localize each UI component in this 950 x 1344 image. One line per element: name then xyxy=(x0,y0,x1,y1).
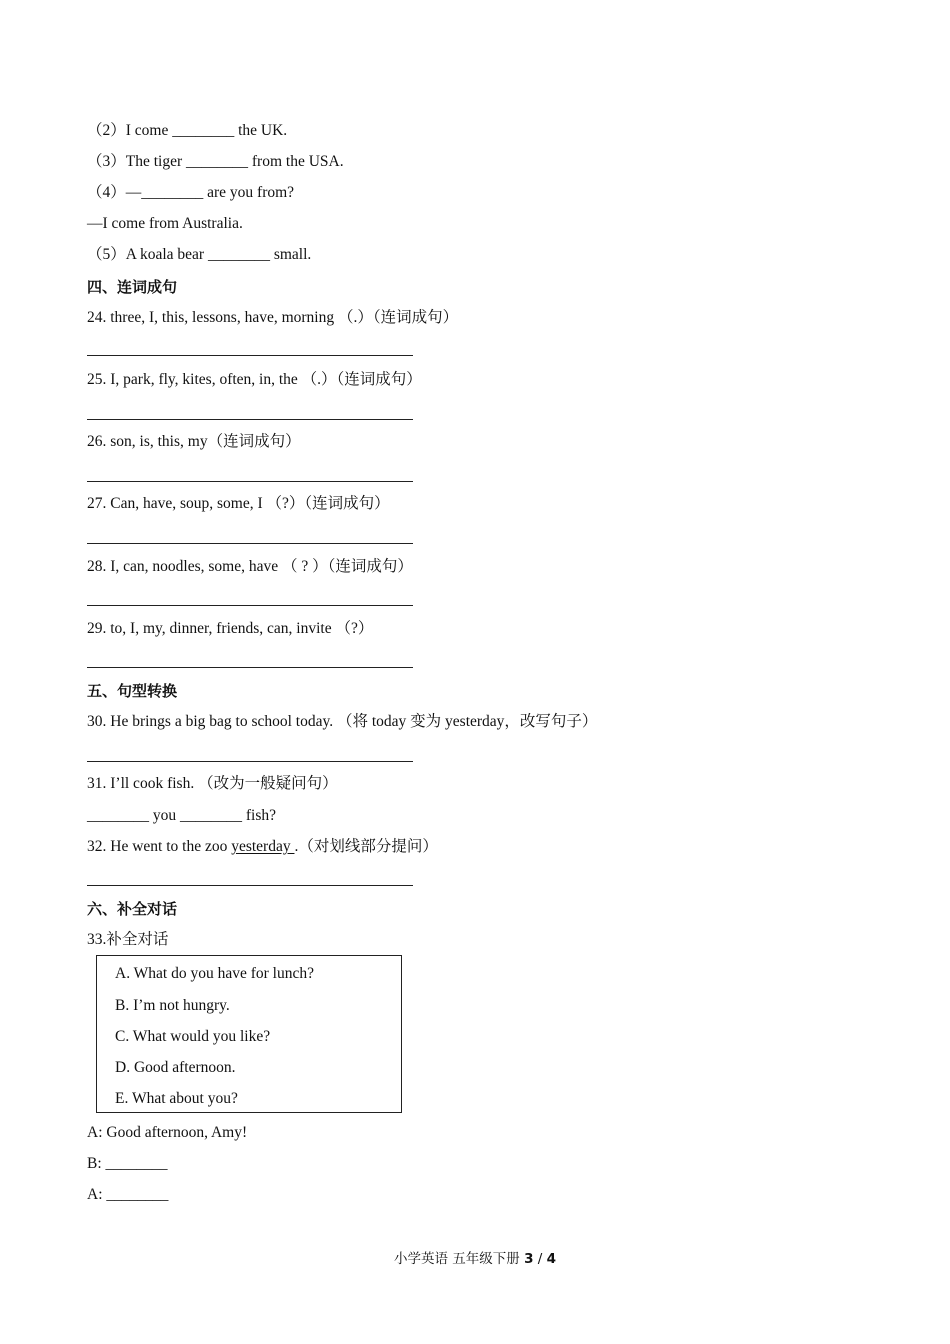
option-b: B. I’m not hungry. xyxy=(115,997,230,1014)
answer-line xyxy=(87,885,413,886)
dialogue-line-1: A: Good afternoon, Amy! xyxy=(87,1124,248,1141)
option-d: D. Good afternoon. xyxy=(115,1059,236,1076)
section-6-title: 六、补全对话 xyxy=(87,900,178,918)
question-31-blank: ________ you ________ fish? xyxy=(87,807,277,824)
answer-line xyxy=(87,419,413,420)
question-27: 27. Can, have, soup, some, I （?）（连词成句） xyxy=(87,495,390,512)
section-4-title: 四、连词成句 xyxy=(87,278,178,296)
answer-line xyxy=(87,543,413,544)
question-28: 28. I, can, noodles, some, have （ ? ）（连词成句） xyxy=(87,558,413,575)
section-5-title: 五、句型转换 xyxy=(87,682,178,700)
fill-question-3: （3）The tiger ________ from the USA. xyxy=(87,153,344,170)
answer-line xyxy=(87,355,413,356)
question-30: 30. He brings a big bag to school today. （将 today 变为 yesterday，改写句子） xyxy=(87,713,598,730)
footer-page-current: 3 xyxy=(524,1251,534,1267)
dialogue-line-3: A: ________ xyxy=(87,1186,169,1203)
question-26: 26. son, is, this, my（连词成句） xyxy=(87,433,301,450)
question-25: 25. I, park, fly, kites, often, in, the （.）（连词成句） xyxy=(87,371,422,388)
footer-page-total: 4 xyxy=(546,1251,557,1267)
question-32 xyxy=(87,837,438,857)
question-29: 29. to, I, my, dinner, friends, can, invite （?） xyxy=(87,620,374,637)
fill-question-4: （4）—________ are you from? xyxy=(87,184,295,201)
question-24: 24. three, I, this, lessons, have, morning （.）（连词成句） xyxy=(87,309,459,326)
answer-line xyxy=(87,481,413,482)
footer-separator: / xyxy=(533,1251,547,1267)
fill-question-4-reply: —I come from Australia. xyxy=(87,215,243,232)
option-a: A. What do you have for lunch? xyxy=(115,965,315,982)
fill-question-2: （2）I come ________ the UK. xyxy=(87,122,288,139)
answer-line xyxy=(87,605,413,606)
question-32-underlined: yesterday xyxy=(231,838,295,855)
answer-line xyxy=(87,667,413,668)
answer-line xyxy=(87,761,413,762)
question-33: 33.补全对话 xyxy=(87,931,169,948)
question-32-suffix: .（对划线部分提问） xyxy=(294,838,438,855)
footer-subject: 小学英语 五年级下册 xyxy=(393,1251,525,1267)
option-e: E. What about you? xyxy=(115,1090,238,1107)
page-footer xyxy=(0,1247,950,1267)
fill-question-5: （5）A koala bear ________ small. xyxy=(87,246,312,263)
dialogue-line-2: B: ________ xyxy=(87,1155,168,1172)
option-c: C. What would you like? xyxy=(115,1028,271,1045)
question-32-text: 32. He went to the zoo xyxy=(87,838,232,855)
question-31: 31. I’ll cook fish. （改为一般疑问句） xyxy=(87,775,338,792)
